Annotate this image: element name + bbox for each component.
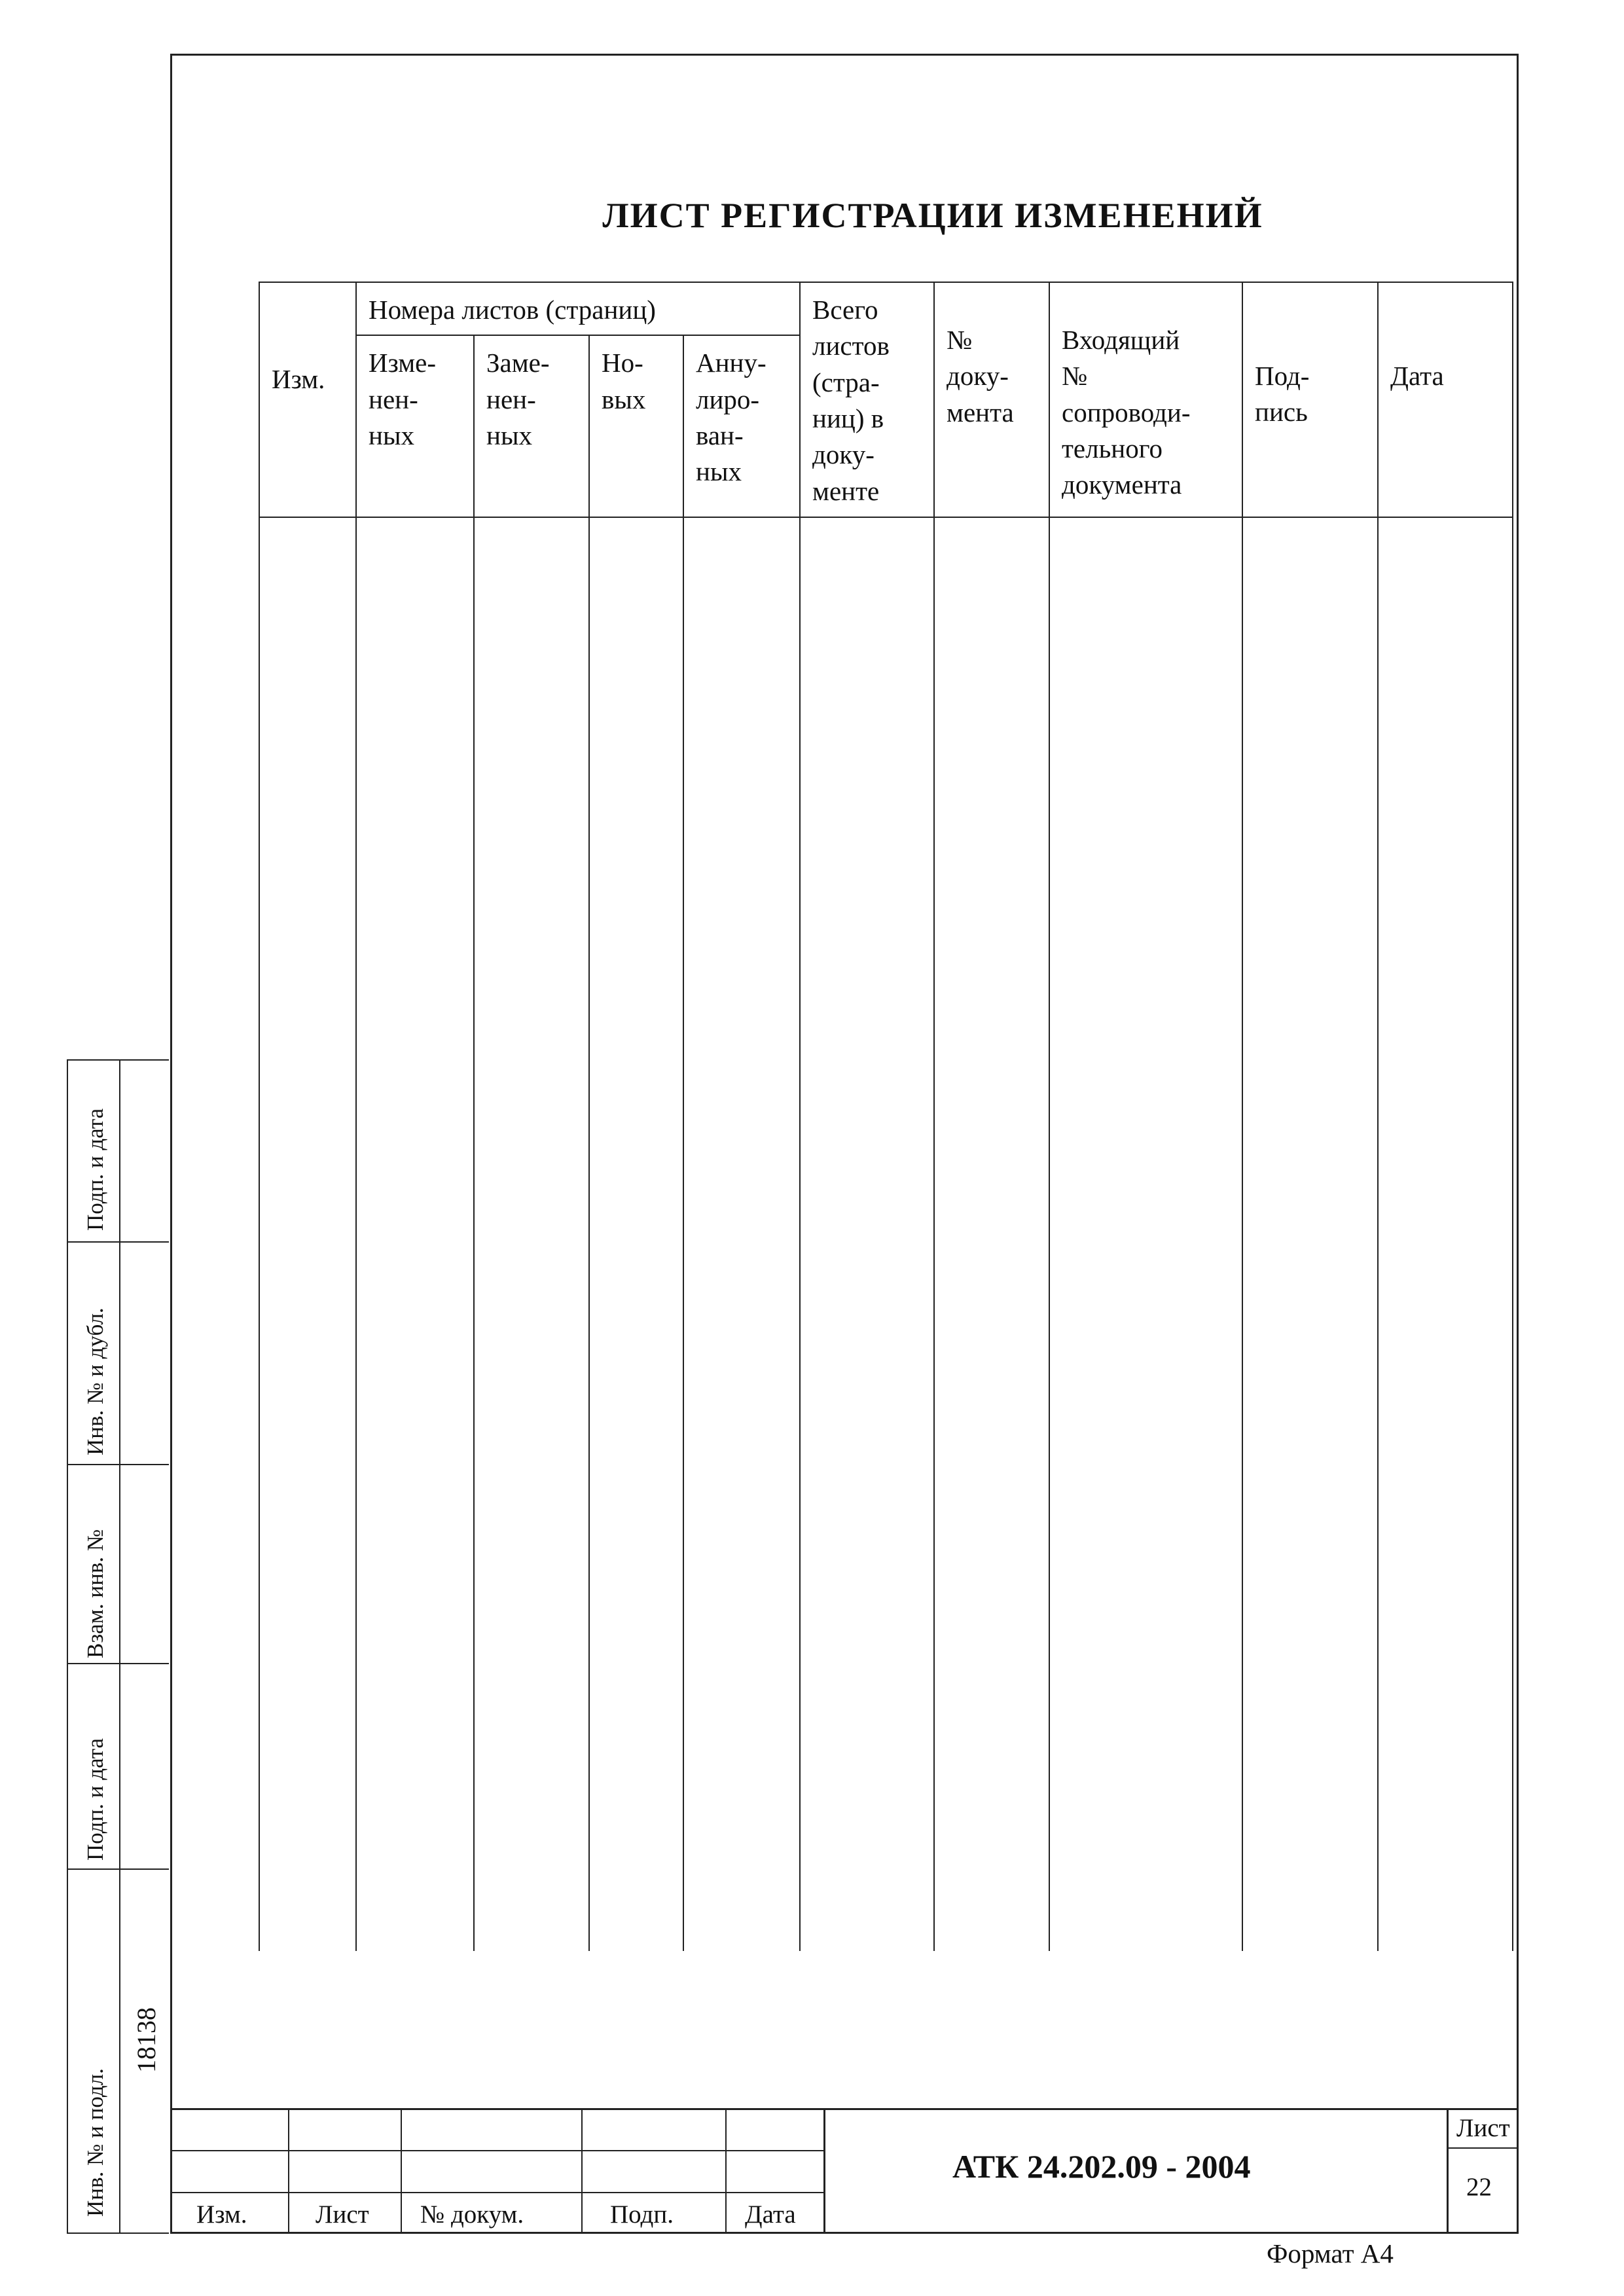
body-cell [800, 517, 934, 1951]
side-label-inv-podl: Инв. № и подл. [82, 2068, 108, 2217]
stamp-sheet-label: Лист [1456, 2114, 1510, 2142]
stamp-podp: Подп. [610, 2200, 674, 2229]
body-cell [1378, 517, 1513, 1951]
body-cell [259, 517, 356, 1951]
table-body-row [259, 517, 1513, 1951]
binding-column [67, 1059, 169, 2234]
change-registration-table [259, 282, 1513, 1951]
document-designation: АТК 24.202.09 - 2004 [952, 2148, 1251, 2185]
side-label-vzam-inv: Взам. инв. № [82, 1529, 108, 1658]
page-title: ЛИСТ РЕГИСТРАЦИИ ИЗМЕНЕНИЙ [602, 196, 1263, 235]
header-date: Дата [1378, 282, 1513, 517]
side-label-inv-dubl: Инв. № и дубл. [82, 1307, 108, 1455]
body-cell [589, 517, 683, 1951]
side-label-podp-data-top: Подп. и дата [82, 1108, 108, 1231]
header-document-number: № доку- мента [934, 282, 1049, 517]
side-cell-podp-data-top [67, 1059, 169, 1243]
stamp-list: Лист [316, 2200, 369, 2229]
body-cell [934, 517, 1049, 1951]
header-izm: Изм. [259, 282, 356, 517]
body-cell [683, 517, 800, 1951]
side-cell-vzam-inv [67, 1464, 169, 1664]
body-cell [1049, 517, 1242, 1951]
body-cell [356, 517, 474, 1951]
side-inv-podl-number: 18138 [132, 2007, 161, 2073]
header-changed: Изме- нен- ных [356, 335, 474, 517]
stamp-nom-dokum: № докум. [420, 2200, 524, 2229]
side-cell-inv-podl [67, 1868, 169, 2234]
side-label-podp-data: Подп. и дата [82, 1738, 108, 1861]
stamp-sheet-number: 22 [1466, 2173, 1492, 2201]
header-signature: Под- пись [1242, 282, 1378, 517]
header-new: Но- вых [589, 335, 683, 517]
format-label: Формат А4 [1267, 2238, 1394, 2269]
body-cell [1242, 517, 1378, 1951]
header-incoming-document: Входящий № сопроводи- тельного документа [1049, 282, 1242, 517]
stamp-izm: Изм. [196, 2200, 247, 2229]
header-annulled: Анну- лиро- ван- ных [683, 335, 800, 517]
stamp-data: Дата [745, 2200, 796, 2229]
body-cell [474, 517, 589, 1951]
header-sheet-numbers-group: Номера листов (страниц) [356, 282, 800, 335]
side-cell-podp-data [67, 1663, 169, 1870]
side-cell-inv-dubl [67, 1241, 169, 1465]
header-replaced: Заме- нен- ных [474, 335, 589, 517]
title-block [170, 2108, 1519, 2234]
header-total-sheets: Всего листов (стра- ниц) в доку- менте [800, 282, 934, 517]
